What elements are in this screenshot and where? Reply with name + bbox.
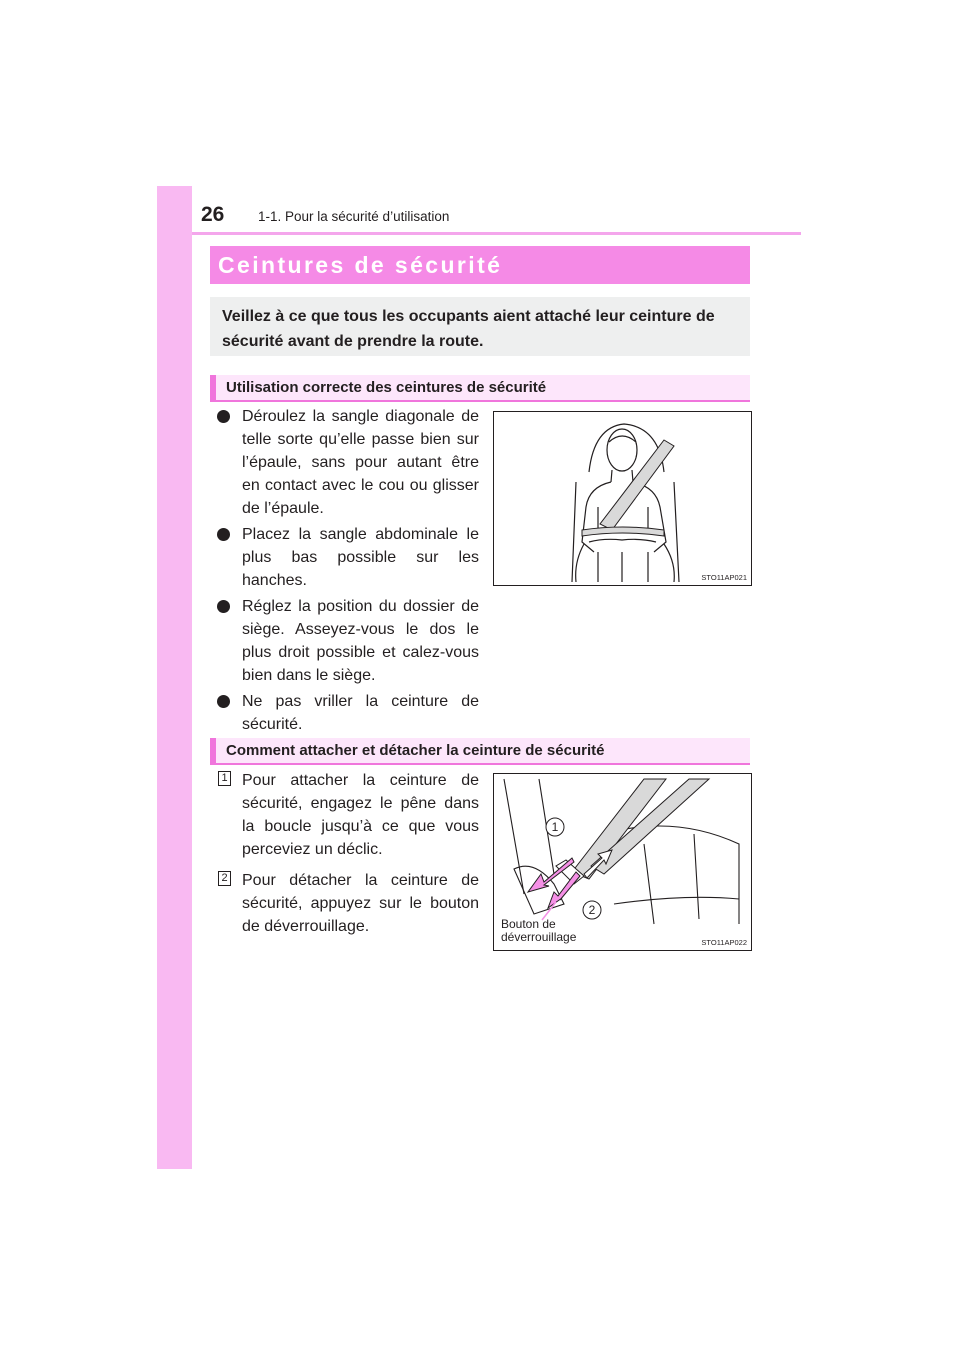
bullet-icon: [217, 600, 230, 613]
driver-seatbelt-drawing: [494, 412, 751, 585]
page-number: 26: [201, 203, 225, 226]
subheading-correct-use: Utilisation correcte des ceintures de sécurité: [210, 375, 750, 402]
subheading-fasten-unfasten: Comment attacher et détacher la ceinture de sécurité: [210, 738, 750, 765]
seated-driver-illustration: [493, 411, 752, 586]
bullet-icon: [217, 528, 230, 541]
instruction-list: [215, 405, 479, 739]
figure-code: STO11AP022: [701, 938, 747, 947]
bullet-icon: [217, 410, 230, 423]
bullet-icon: [217, 695, 230, 708]
step-number-icon: 1: [218, 771, 231, 786]
callout-2: 2: [588, 903, 596, 917]
buckle-illustration: [493, 773, 752, 951]
header-divider: [192, 232, 801, 235]
intro-notice: Veillez à ce que tous les occupants aient attaché leur ceinture de sécurité avant de prendre la route.: [210, 297, 750, 356]
step-item: 2 Pour détacher la ceinture de sécurité, appuyez sur le bouton de déverrouillage.: [215, 869, 479, 938]
side-tab-band: [157, 186, 192, 1169]
list-item: Ne pas vriller la ceinture de sécurité.: [215, 690, 479, 736]
section-title: 1-1. Pour la sécurité d’utilisation: [258, 209, 450, 224]
list-item: Placez la sangle abdominale le plus bas possible sur les hanches.: [215, 523, 479, 592]
page-title: Ceintures de sécurité: [210, 246, 750, 284]
callout-1: 1: [551, 820, 559, 834]
step-list: [215, 769, 479, 946]
step-number-icon: 2: [218, 871, 231, 886]
list-item: Réglez la position du dossier de siège. Asseyez-vous le dos le plus droit possible et calez-vous bien dans le siège.: [215, 595, 479, 687]
figure-code: STO11AP021: [701, 573, 747, 582]
release-button-label: Bouton de déverrouillage: [501, 917, 577, 944]
step-item: 1 Pour attacher la ceinture de sécurité, engagez le pêne dans la boucle jusqu’à ce que vous perceviez un déclic.: [215, 769, 479, 861]
list-item: Déroulez la sangle diagonale de telle sorte qu’elle passe bien sur l’épaule, sans pour autant être en contact avec le cou ou glisser de l’épaule.: [215, 405, 479, 520]
